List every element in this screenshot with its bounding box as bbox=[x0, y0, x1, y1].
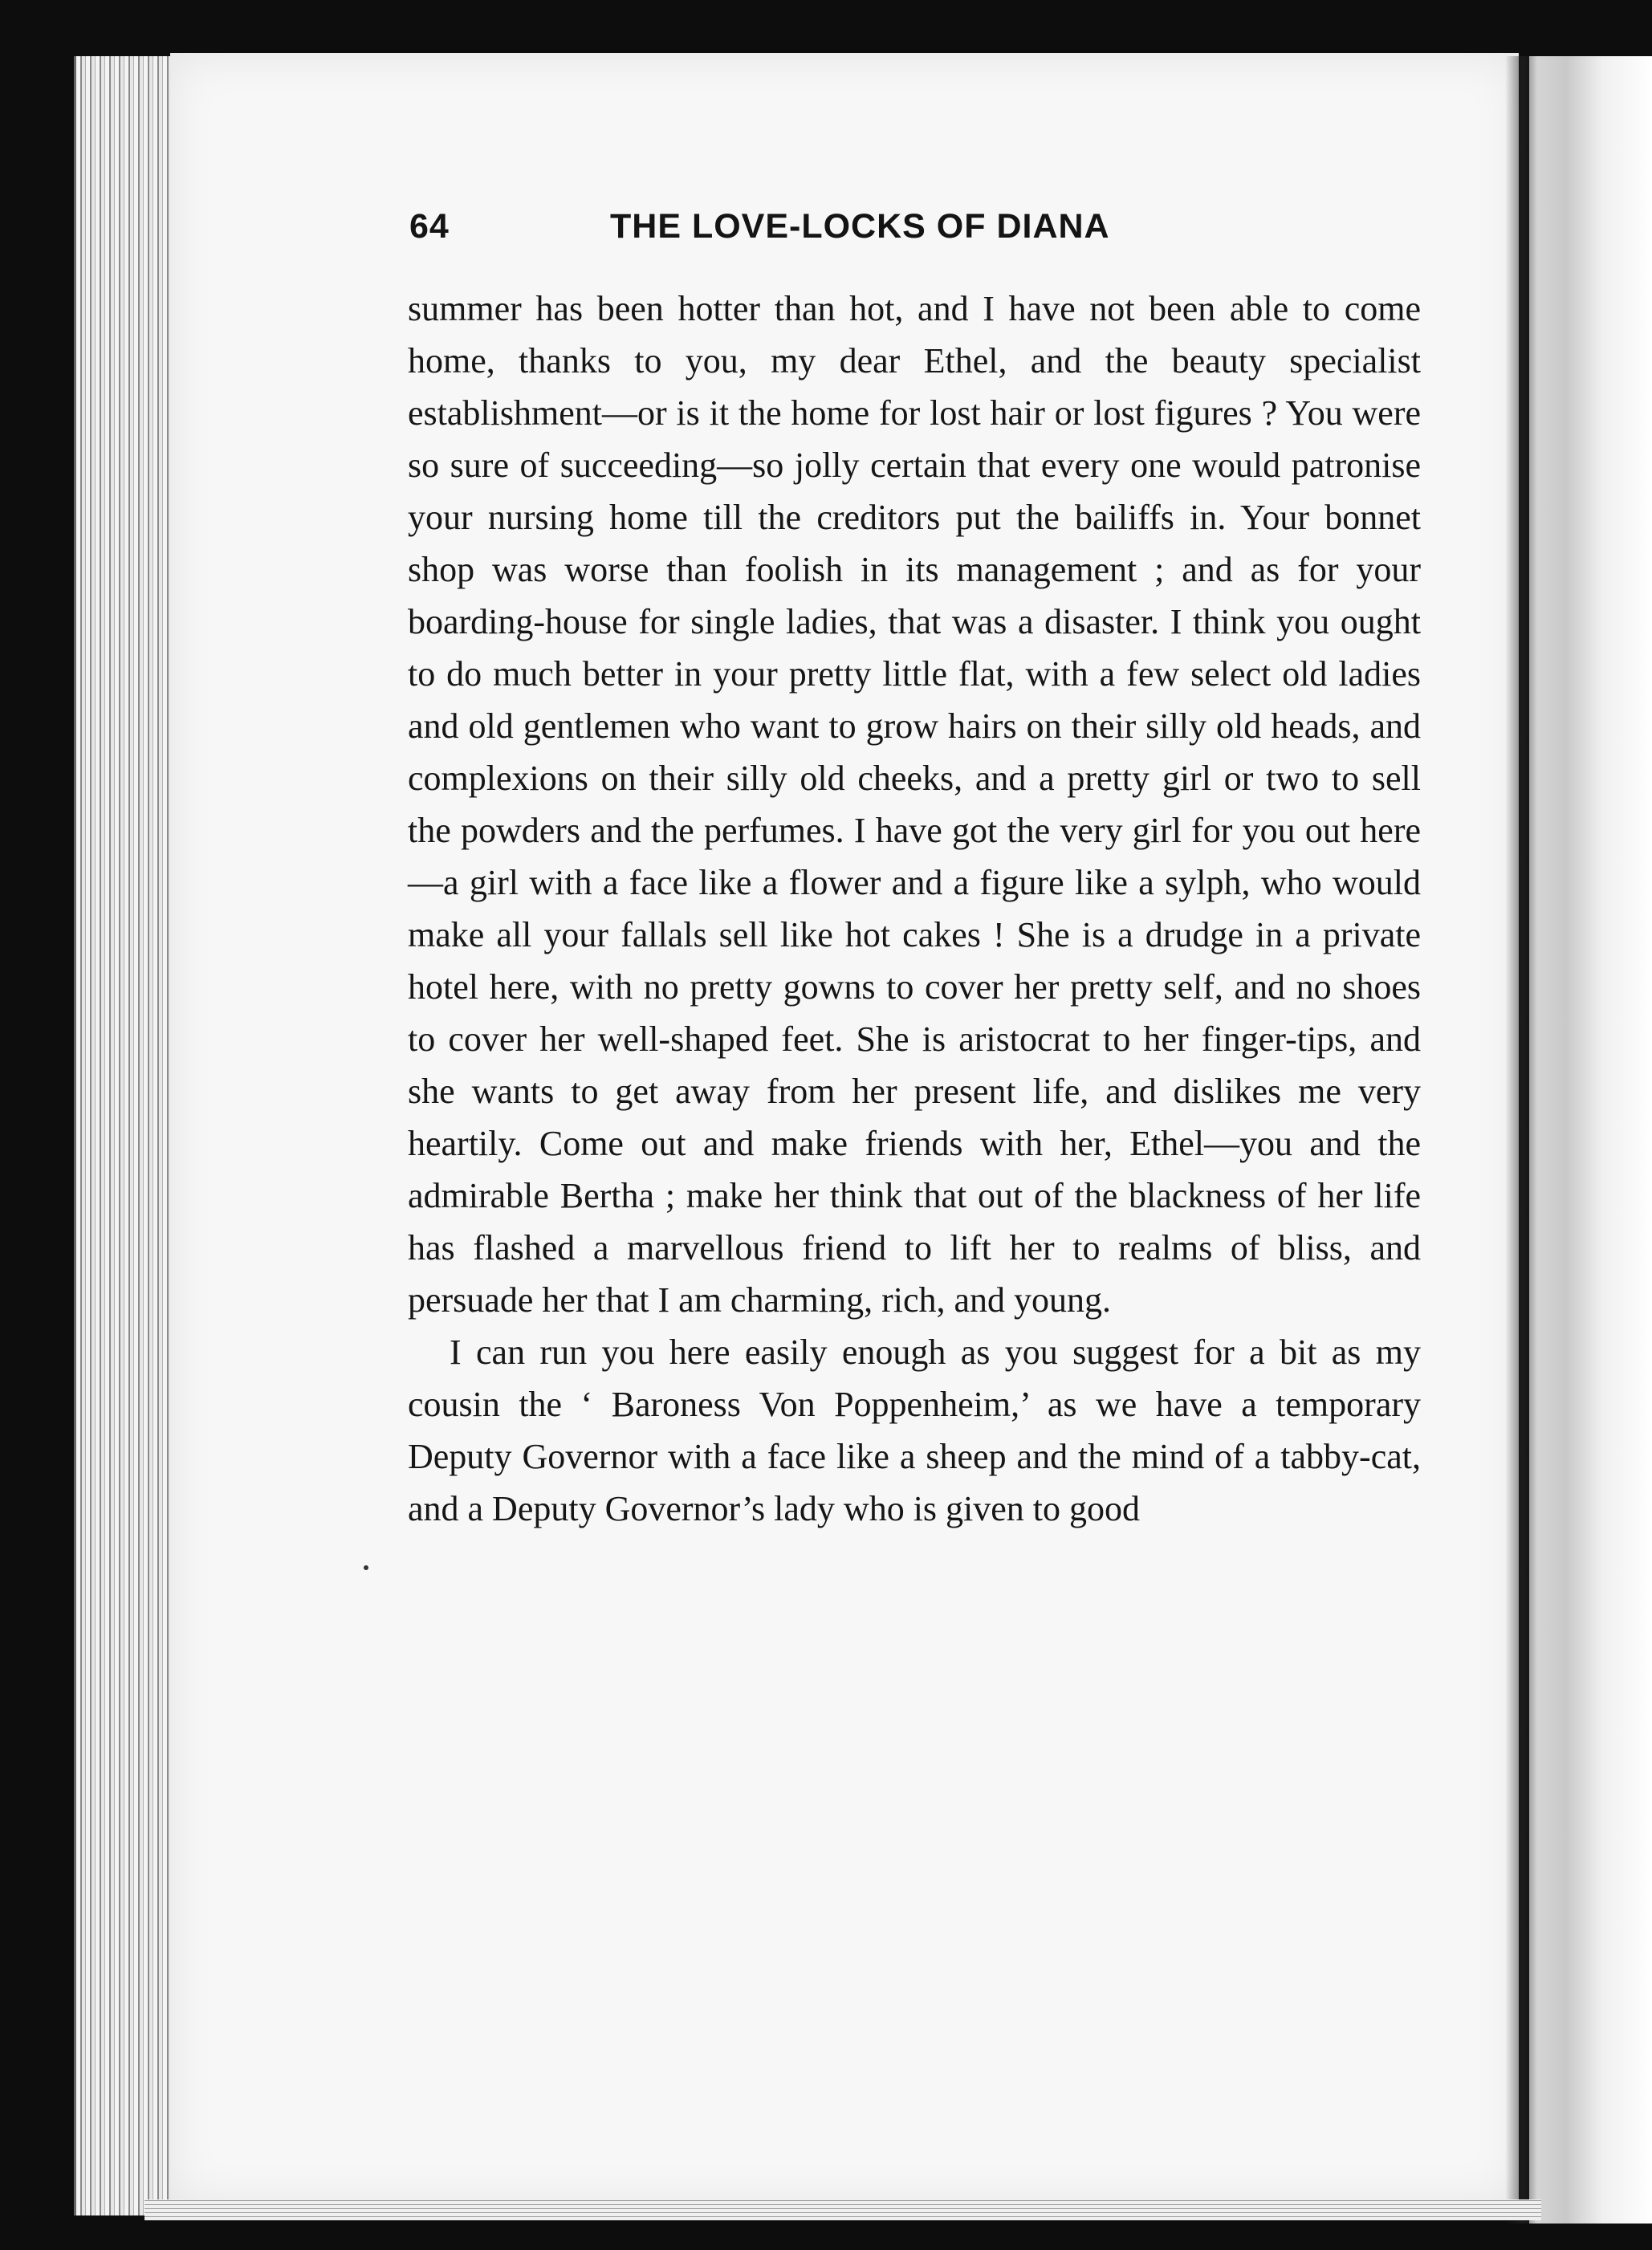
page-number: 64 bbox=[409, 207, 450, 246]
book-page-edges bbox=[74, 56, 179, 2215]
stray-ink-mark bbox=[364, 1565, 368, 1570]
page-header bbox=[409, 207, 1437, 263]
body-text bbox=[408, 283, 1421, 1535]
facing-page bbox=[1529, 56, 1652, 2224]
paragraph: summer has been hotter than hot, and I have not been able to come home, thanks to you, my dear Ethel, and the beauty specialist establishment—or is it the home for lost hair or lost figures ? You were so sure of succeeding—so jolly certain that every one would patronise your nursing home till the creditors put the bailiffs in. Your bonnet shop was worse than foolish in its management ; and as for your boarding-house for single ladies, that was a disaster. I think you ought to do much better in your pretty little flat, with a few select old ladies and old gentlemen who want to grow hairs on their silly old heads, and complexions on their silly old cheeks, and a pretty girl or two to sell the powders and the perfumes. I have got the very girl for you out here—a girl with a face like a flower and a figure like a sylph, who would make all your fallals sell like hot cakes ! She is a drudge in a private hotel here, with no pretty gowns to cover her pretty self, and no shoes to cover her well-shaped feet. She is aristocrat to her finger-tips, and she wants to get away from her present life, and dislikes me very heartily. Come out and make friends with her, Ethel—you and the admirable Bertha ; make her think that out of the blackness of her life has flashed a marvellous friend to lift her to realms of bliss, and persuade her that I am charming, rich, and young. bbox=[408, 289, 1421, 1320]
gutter-shadow bbox=[1505, 56, 1537, 2224]
book-bottom-edge bbox=[144, 2199, 1541, 2220]
running-title: THE LOVE-LOCKS OF DIANA bbox=[610, 207, 1110, 246]
paragraph: I can run you here easily enough as you suggest for a bit as my cousin the ‘ Baroness Von Poppenheim,’ as we have a temporary Deputy Governor with a face like a sheep and the mind of a tabby-cat, and a Deputy Governor’s lady who is given to good bbox=[408, 1333, 1421, 1528]
